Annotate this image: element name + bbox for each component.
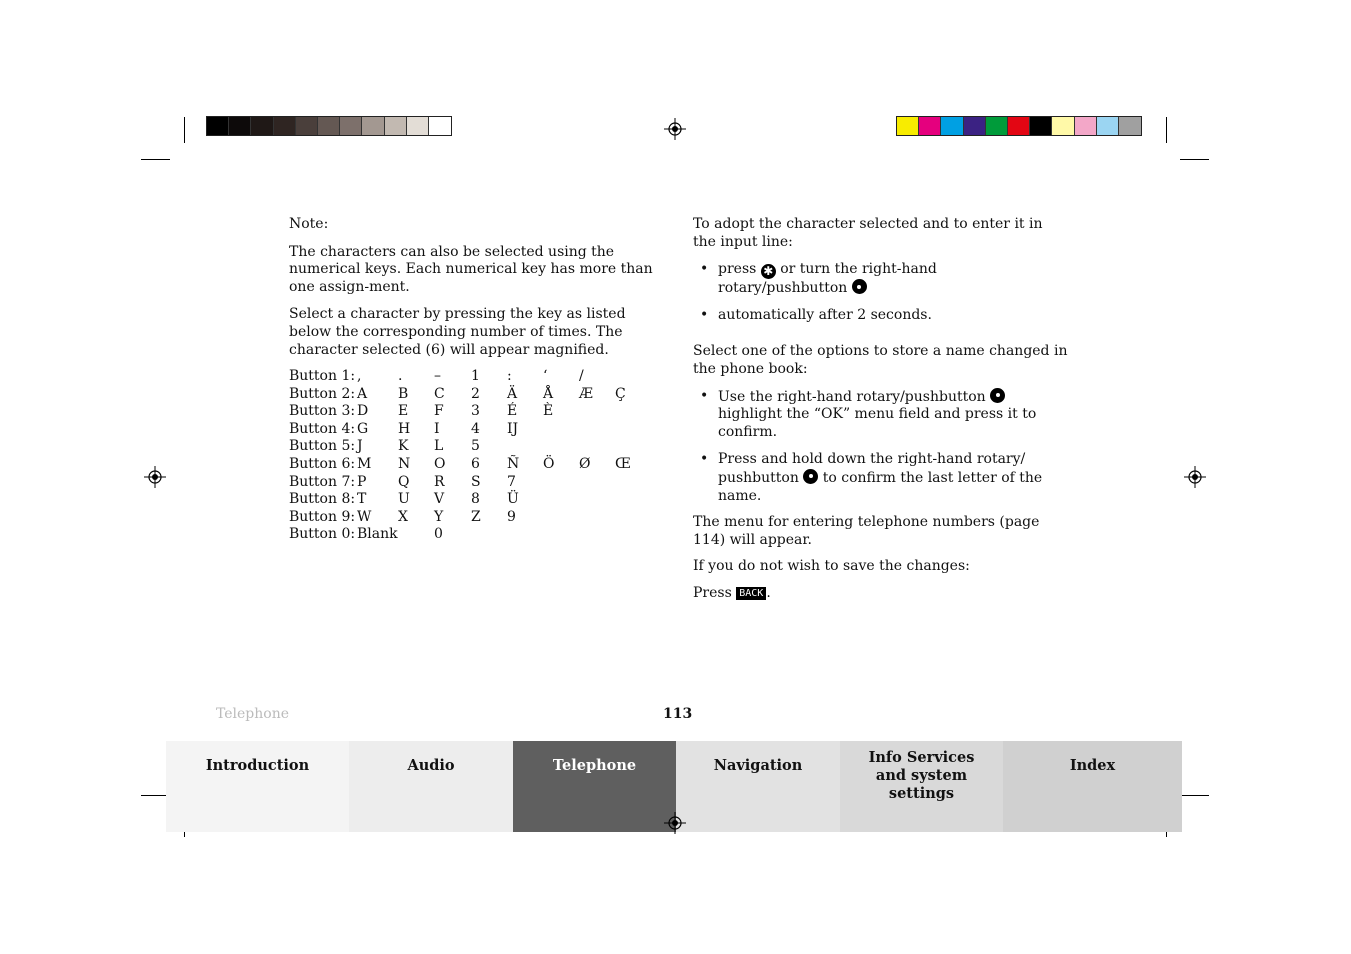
color-swatch xyxy=(986,117,1008,135)
character-cell: Ñ xyxy=(507,455,520,472)
gray-swatch xyxy=(407,117,429,135)
character-cell: R xyxy=(434,473,445,490)
gray-swatch xyxy=(251,117,273,135)
gray-swatch xyxy=(429,117,451,135)
character-cell: Æ xyxy=(579,385,594,402)
bullet-text: to confirm the last letter of the name. xyxy=(718,469,1043,504)
character-cell: ‘ xyxy=(543,368,548,384)
character-cell: 9 xyxy=(507,508,516,525)
gray-swatch xyxy=(362,117,384,135)
button-label: Button 5: xyxy=(289,438,356,455)
character-cell: Ö xyxy=(543,455,555,472)
crop-mark xyxy=(1180,795,1209,796)
note-column xyxy=(289,216,669,359)
note-paragraph: Select a character by pressing the key as listed below the corresponding number of times. The character selected (6) will appear magnified. xyxy=(289,306,626,358)
color-swatch xyxy=(1097,117,1119,135)
grayscale-calibration-strip xyxy=(206,116,452,136)
button-label: Button 3: xyxy=(289,403,356,420)
character-cell: Œ xyxy=(615,455,631,472)
bullet-text: or turn the right-hand rotary/pushbutton xyxy=(718,261,937,297)
character-cell: Ü xyxy=(507,491,519,508)
character-cell: K xyxy=(398,438,409,455)
character-cell: Blank xyxy=(357,526,398,543)
crop-mark xyxy=(184,117,185,143)
note-paragraph: The characters can also be selected using the numerical keys. Each numerical key has more than one assign-ment. xyxy=(289,243,653,295)
character-cell: D xyxy=(357,403,369,420)
character-cell: 5 xyxy=(471,438,480,455)
character-cell: 3 xyxy=(471,403,480,420)
character-cell: T xyxy=(357,491,367,508)
crop-mark xyxy=(1166,117,1167,143)
button-label: Button 2: xyxy=(289,385,356,402)
character-cell: 2 xyxy=(471,385,480,402)
color-swatch xyxy=(1030,117,1052,135)
crop-mark xyxy=(141,159,170,160)
right-column xyxy=(693,216,1068,603)
button-label: Button 4: xyxy=(289,420,356,437)
registration-mark-icon xyxy=(664,812,686,834)
tab-audio[interactable]: Audio xyxy=(349,741,513,832)
character-cell: Ä xyxy=(507,385,518,402)
star-key-icon: ✱ xyxy=(761,264,776,279)
tab-telephone[interactable]: Telephone xyxy=(513,741,676,832)
color-swatch xyxy=(1075,117,1097,135)
gray-swatch xyxy=(274,117,296,135)
gray-swatch xyxy=(385,117,407,135)
button-label: Button 7: xyxy=(289,473,356,490)
press-label: Press xyxy=(693,584,732,601)
back-key-icon: BACK xyxy=(736,587,766,600)
character-cell: – xyxy=(434,368,441,384)
character-cell: Y xyxy=(434,508,444,525)
character-cell: É xyxy=(507,403,518,420)
gray-swatch xyxy=(340,117,362,135)
character-cell: Ç xyxy=(615,385,626,402)
section-label: Telephone xyxy=(216,706,290,722)
color-swatch xyxy=(919,117,941,135)
button-label: Button 6: xyxy=(289,455,356,472)
character-cell: C xyxy=(434,385,445,402)
character-cell: W xyxy=(357,508,372,525)
crop-mark xyxy=(1180,159,1209,160)
color-calibration-strip xyxy=(896,116,1142,136)
character-cell: Å xyxy=(543,385,554,402)
character-cell: 1 xyxy=(471,368,480,384)
menu-text: The menu for entering telephone numbers (page 114) will appear. xyxy=(693,514,1040,548)
character-cell: È xyxy=(543,403,554,420)
character-cell: 8 xyxy=(471,491,480,508)
character-cell: 4 xyxy=(471,420,480,437)
gray-swatch xyxy=(229,117,251,135)
bullet-text: Press and hold down the right-hand rotary/ pushbutton xyxy=(718,451,1026,486)
color-swatch xyxy=(964,117,986,135)
character-cell: X xyxy=(398,508,408,525)
character-cell: 6 xyxy=(471,455,480,472)
character-cell: L xyxy=(434,438,444,455)
character-cell: 7 xyxy=(507,473,516,490)
gray-swatch xyxy=(296,117,318,135)
bullet-text: Use the right-hand rotary/pushbutton xyxy=(718,388,986,405)
gray-swatch xyxy=(318,117,340,135)
color-swatch xyxy=(941,117,963,135)
color-swatch xyxy=(1119,117,1141,135)
character-cell: A xyxy=(357,385,368,402)
color-swatch xyxy=(1052,117,1074,135)
tab-index[interactable]: Index xyxy=(1003,741,1182,832)
character-cell: V xyxy=(434,491,445,508)
character-cell: IJ xyxy=(507,420,519,437)
character-cell: F xyxy=(434,403,444,420)
character-cell: . xyxy=(398,368,403,384)
bullet-text: highlight the “OK” menu field and press it to confirm. xyxy=(718,406,1037,440)
bullet-item xyxy=(693,307,1068,325)
page-number: 113 xyxy=(663,706,693,722)
character-cell: Q xyxy=(398,473,410,490)
character-cell: : xyxy=(507,368,512,384)
bullet-item xyxy=(693,261,1068,298)
rotary-pushbutton-icon xyxy=(990,388,1005,403)
registration-mark-icon xyxy=(1184,466,1206,488)
button-label: Button 0: xyxy=(289,526,356,543)
press-back-line xyxy=(693,585,1068,603)
button-label: Button 9: xyxy=(289,508,356,525)
bullet-item xyxy=(693,388,1068,442)
character-cell: / xyxy=(579,368,584,384)
character-cell: G xyxy=(357,420,369,437)
period: . xyxy=(766,584,771,601)
registration-mark-icon xyxy=(664,118,686,140)
character-cell: O xyxy=(434,455,446,472)
tab-navigation[interactable]: Navigation xyxy=(676,741,840,832)
character-cell: , xyxy=(357,368,362,384)
tab-introduction[interactable]: Introduction xyxy=(166,741,349,832)
character-cell: 0 xyxy=(434,526,443,543)
character-cell: B xyxy=(398,385,409,402)
tab-info[interactable]: Info Services and system settings xyxy=(840,741,1003,832)
character-cell: I xyxy=(434,420,440,437)
color-swatch xyxy=(897,117,919,135)
adopt-intro: To adopt the character selected and to enter it in the input line: xyxy=(693,216,1043,250)
color-swatch xyxy=(1008,117,1030,135)
bullet-text: automatically after 2 seconds. xyxy=(718,306,932,323)
rotary-pushbutton-icon xyxy=(852,279,867,294)
registration-mark-icon xyxy=(144,466,166,488)
character-cell: U xyxy=(398,491,410,508)
rotary-pushbutton-icon xyxy=(803,469,818,484)
button-label: Button 8: xyxy=(289,491,356,508)
character-cell: P xyxy=(357,473,367,490)
character-cell: E xyxy=(398,403,409,420)
character-cell: Z xyxy=(471,508,481,525)
character-cell: H xyxy=(398,420,411,437)
bullet-item xyxy=(693,451,1068,505)
character-cell: M xyxy=(357,455,372,472)
nosave-text: If you do not wish to save the changes: xyxy=(693,558,970,575)
character-cell: N xyxy=(398,455,411,472)
note-heading: Note: xyxy=(289,216,329,232)
gray-swatch xyxy=(207,117,229,135)
character-cell: J xyxy=(357,438,363,455)
button-label: Button 1: xyxy=(289,368,356,384)
character-cell: S xyxy=(471,473,481,490)
character-cell: Ø xyxy=(579,455,591,472)
store-intro: Select one of the options to store a name changed in the phone book: xyxy=(693,343,1068,377)
bullet-text: press xyxy=(718,261,757,278)
